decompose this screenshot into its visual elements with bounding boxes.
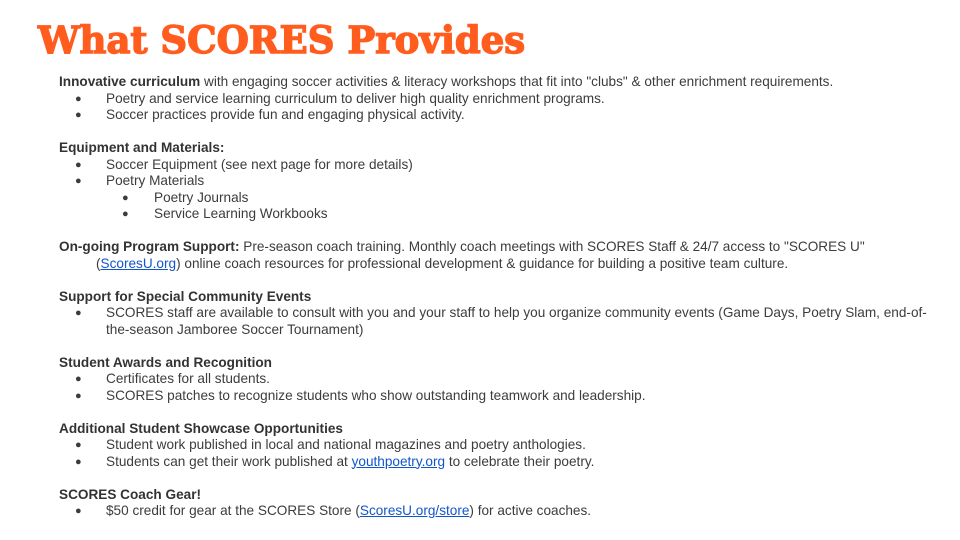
equipment-heading: Equipment and Materials: [59,140,225,155]
list-item: ● Students can get their work published at youthpoetry.org to celebrate their poetry. [75,453,595,469]
bullet-icon: ● [75,439,82,451]
scoresu-link[interactable]: ScoresU.org [100,255,177,271]
curriculum-text: with engaging soccer activities & literacy workshops that fit into "clubs" & other enrichment requirements. [200,74,834,89]
sub-list-item: ● Poetry Journals [122,189,249,205]
sub-list-item: ● Service Learning Workbooks [122,206,328,221]
bullet-icon: ● [75,158,82,171]
bullet-icon: ● [122,208,129,220]
gear-heading: SCORES Coach Gear! [59,486,202,502]
curriculum-list [59,91,939,124]
list-item: ● $50 credit for gear at the SCORES Store (ScoresU.org/store) for active coaches. [75,503,592,518]
bullet-icon: ● [75,92,82,105]
support-heading: On-going Program Support: [59,239,240,254]
list-item: ● Certificates for all students. [75,371,270,386]
bullet-icon: ● [75,307,82,319]
bullet-icon: ● [75,373,82,385]
bullet-icon: ● [75,455,82,468]
section-showcase [59,421,939,471]
bullet-icon: ● [75,389,82,402]
list-item: ● SCORES staff are available to consult with you and your staff to help you organize community events (Game Days, Poetry Slam, end-of-the-season Jamboree Soccer Tournament) [75,305,927,337]
bullet-icon: ● [122,191,129,204]
equipment-list [59,157,939,223]
bullet-icon: ● [75,505,82,517]
bullet-icon: ● [75,175,82,187]
scoresu-store-link[interactable]: ScoresU.org/store [359,503,470,518]
list-item: ● Soccer practices provide fun and engaging physical activity. [75,107,465,122]
awards-list [59,371,939,404]
list-item: ● Poetry and service learning curriculum to deliver high quality enrichment programs. [75,90,605,106]
section-events [59,289,939,339]
section-gear [59,487,939,520]
awards-heading: Student Awards and Recognition [59,354,272,370]
curriculum-heading: Innovative curriculum [59,74,201,89]
section-support: On-going Program Support: Pre-season coach training. Monthly coach meetings with SCORES Staff & 24/7 access to "SCORES U" (ScoresU.org) online coach resources for professional development & guidance for building a positive team culture. [59,239,865,271]
showcase-list [59,437,939,470]
page-title: What SCORES Provides [38,18,526,62]
section-curriculum [59,74,939,124]
list-item: ● Poetry Materials [75,173,205,188]
list-item: ● SCORES patches to recognize students who show outstanding teamwork and leadership. [75,387,646,403]
showcase-heading: Additional Student Showcase Opportunities [59,420,343,436]
section-awards [59,355,939,405]
list-item: ● Student work published in local and national magazines and poetry anthologies. [75,437,586,452]
list-item: ● Soccer Equipment (see next page for more details) [75,156,413,172]
section-equipment [59,140,939,223]
bullet-icon: ● [75,109,82,121]
youthpoetry-link[interactable]: youthpoetry.org [351,453,446,469]
events-heading: Support for Special Community Events [59,288,312,304]
events-list [59,305,939,338]
gear-list [59,503,939,520]
content-body [59,74,939,520]
